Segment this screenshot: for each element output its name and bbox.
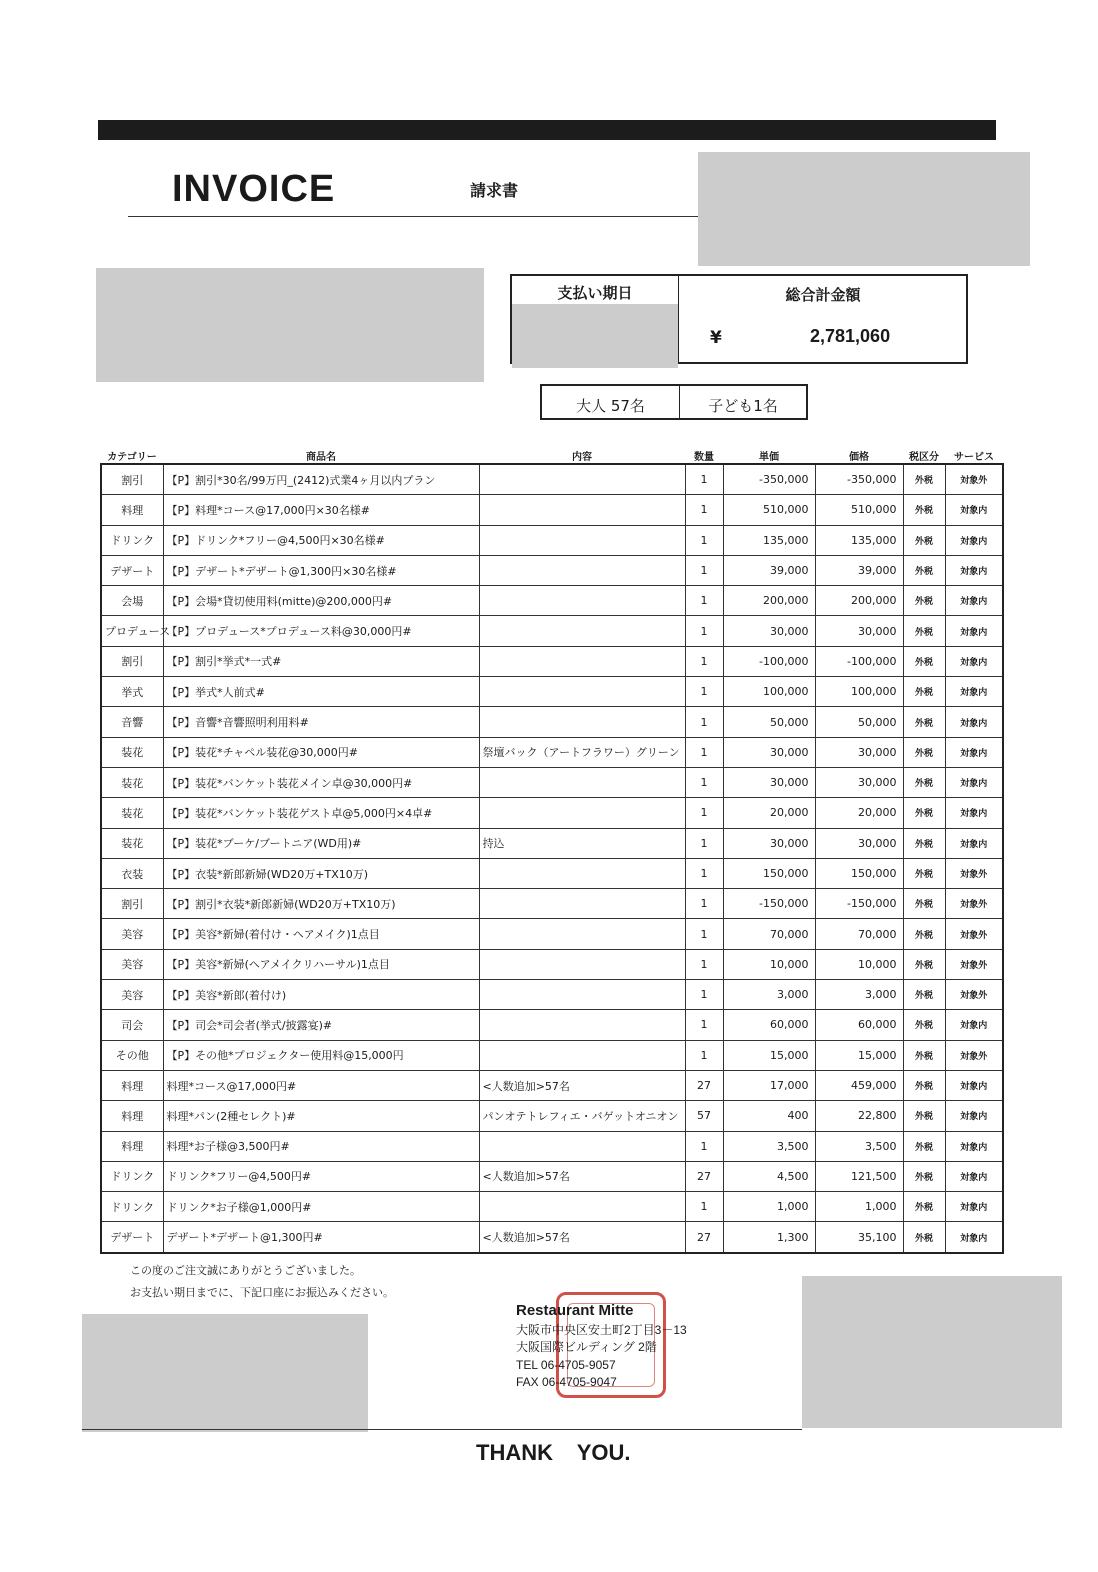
row-item-name: 【P】料理*コース@17,000円×30名様# xyxy=(163,495,479,525)
row-tax-type: 外税 xyxy=(903,858,945,888)
row-unit-price: 400 xyxy=(723,1101,815,1131)
row-service: 対象外 xyxy=(945,889,1003,919)
row-detail xyxy=(479,1192,685,1222)
row-quantity: 1 xyxy=(685,707,723,737)
restaurant-info xyxy=(516,1300,687,1391)
row-tax-type: 外税 xyxy=(903,737,945,767)
row-tax-type: 外税 xyxy=(903,464,945,495)
row-detail xyxy=(479,1010,685,1040)
row-price: 459,000 xyxy=(815,1070,903,1100)
row-price: 135,000 xyxy=(815,525,903,555)
row-quantity: 27 xyxy=(685,1161,723,1191)
row-detail xyxy=(479,1040,685,1070)
row-category: 美容 xyxy=(101,949,163,979)
table-row xyxy=(101,1010,1003,1040)
column-header: 内容 xyxy=(572,452,592,463)
row-item-name: 【P】美容*新婦(ヘアメイクリハーサル)1点目 xyxy=(163,949,479,979)
column-header: 税区分 xyxy=(909,452,939,463)
thank-you-footer: THANK YOU. xyxy=(476,1440,631,1465)
row-category: 衣装 xyxy=(101,858,163,888)
table-row xyxy=(101,767,1003,797)
row-price: 10,000 xyxy=(815,949,903,979)
row-price: 30,000 xyxy=(815,616,903,646)
due-date-label: 支払い期日 xyxy=(557,284,633,302)
row-price: 35,100 xyxy=(815,1222,903,1253)
column-header: カテゴリー xyxy=(107,452,157,463)
row-detail xyxy=(479,586,685,616)
row-price: 30,000 xyxy=(815,737,903,767)
row-quantity: 1 xyxy=(685,1192,723,1222)
row-category: 装花 xyxy=(101,798,163,828)
row-category: 料理 xyxy=(101,1101,163,1131)
row-tax-type: 外税 xyxy=(903,586,945,616)
row-item-name: 【P】装花*バンケット装花ゲスト卓@5,000円×4卓# xyxy=(163,798,479,828)
table-row xyxy=(101,858,1003,888)
row-price: 3,000 xyxy=(815,980,903,1010)
row-item-name: 【P】美容*新婦(着付け・ヘアメイク)1点目 xyxy=(163,919,479,949)
row-quantity: 1 xyxy=(685,1131,723,1161)
row-service: 対象内 xyxy=(945,1010,1003,1040)
row-quantity: 1 xyxy=(685,919,723,949)
table-row xyxy=(101,707,1003,737)
row-tax-type: 外税 xyxy=(903,767,945,797)
row-service: 対象内 xyxy=(945,1222,1003,1253)
row-detail xyxy=(479,1131,685,1161)
row-tax-type: 外税 xyxy=(903,919,945,949)
row-item-name: 【P】装花*チャペル装花@30,000円# xyxy=(163,737,479,767)
row-unit-price: 39,000 xyxy=(723,555,815,585)
currency-symbol: ¥ xyxy=(710,328,722,348)
row-price: -350,000 xyxy=(815,464,903,495)
row-category: 司会 xyxy=(101,1010,163,1040)
row-detail xyxy=(479,798,685,828)
row-service: 対象外 xyxy=(945,919,1003,949)
row-service: 対象内 xyxy=(945,616,1003,646)
total-amount-label: 総合計金額 xyxy=(785,286,861,304)
invoice-subtitle: 請求書 xyxy=(470,181,519,200)
row-unit-price: 1,300 xyxy=(723,1222,815,1253)
table-row xyxy=(101,1070,1003,1100)
footer-rule xyxy=(82,1429,802,1430)
row-item-name: 【P】美容*新郎(着付け) xyxy=(163,980,479,1010)
thank-you-note: この度のご注文誠にありがとうございました。 xyxy=(130,1264,361,1277)
row-item-name: 【P】司会*司会者(挙式/披露宴)# xyxy=(163,1010,479,1040)
table-row xyxy=(101,1222,1003,1253)
row-unit-price: 3,500 xyxy=(723,1131,815,1161)
row-unit-price: 135,000 xyxy=(723,525,815,555)
row-category: デザート xyxy=(101,555,163,585)
row-category: 料理 xyxy=(101,1070,163,1100)
table-row xyxy=(101,555,1003,585)
row-quantity: 1 xyxy=(685,1010,723,1040)
row-service: 対象内 xyxy=(945,555,1003,585)
row-quantity: 1 xyxy=(685,525,723,555)
row-unit-price: -350,000 xyxy=(723,464,815,495)
row-unit-price: 1,000 xyxy=(723,1192,815,1222)
row-item-name: 【P】デザート*デザート@1,300円×30名様# xyxy=(163,555,479,585)
row-detail xyxy=(479,707,685,737)
row-item-name: 【P】割引*衣装*新郎新婦(WD20万+TX10万) xyxy=(163,889,479,919)
row-quantity: 1 xyxy=(685,677,723,707)
row-tax-type: 外税 xyxy=(903,646,945,676)
row-category: プロデュース xyxy=(101,616,163,646)
row-unit-price: 30,000 xyxy=(723,616,815,646)
row-tax-type: 外税 xyxy=(903,555,945,585)
table-row xyxy=(101,616,1003,646)
row-service: 対象内 xyxy=(945,1192,1003,1222)
row-quantity: 1 xyxy=(685,949,723,979)
row-service: 対象内 xyxy=(945,1070,1003,1100)
redacted-block xyxy=(82,1314,368,1432)
row-item-name: デザート*デザート@1,300円# xyxy=(163,1222,479,1253)
row-category: 装花 xyxy=(101,828,163,858)
row-price: 100,000 xyxy=(815,677,903,707)
row-price: 15,000 xyxy=(815,1040,903,1070)
row-price: 510,000 xyxy=(815,495,903,525)
row-service: 対象内 xyxy=(945,525,1003,555)
table-row xyxy=(101,919,1003,949)
row-tax-type: 外税 xyxy=(903,1222,945,1253)
row-tax-type: 外税 xyxy=(903,707,945,737)
row-service: 対象外 xyxy=(945,1040,1003,1070)
row-detail xyxy=(479,646,685,676)
child-count: 子ども1名 xyxy=(708,397,778,415)
table-row xyxy=(101,525,1003,555)
row-price: 200,000 xyxy=(815,586,903,616)
row-service: 対象内 xyxy=(945,767,1003,797)
row-tax-type: 外税 xyxy=(903,980,945,1010)
column-header: 商品名 xyxy=(306,452,336,463)
row-unit-price: 60,000 xyxy=(723,1010,815,1040)
table-row xyxy=(101,1161,1003,1191)
row-detail xyxy=(479,767,685,797)
row-price: -100,000 xyxy=(815,646,903,676)
row-service: 対象内 xyxy=(945,737,1003,767)
row-category: 割引 xyxy=(101,889,163,919)
row-item-name: 【P】装花*ブーケ/ブートニア(WD用)# xyxy=(163,828,479,858)
row-unit-price: 510,000 xyxy=(723,495,815,525)
row-price: 60,000 xyxy=(815,1010,903,1040)
row-category: 装花 xyxy=(101,737,163,767)
row-item-name: 【P】衣装*新郎新婦(WD20万+TX10万) xyxy=(163,858,479,888)
guest-count-box xyxy=(540,384,808,420)
row-item-name: 料理*お子様@3,500円# xyxy=(163,1131,479,1161)
row-detail xyxy=(479,495,685,525)
column-header: 価格 xyxy=(849,452,869,463)
row-category: ドリンク xyxy=(101,525,163,555)
row-detail: <人数追加>57名 xyxy=(479,1070,685,1100)
header-bar xyxy=(98,120,996,140)
row-service: 対象内 xyxy=(945,707,1003,737)
row-price: 22,800 xyxy=(815,1101,903,1131)
row-tax-type: 外税 xyxy=(903,1070,945,1100)
row-service: 対象内 xyxy=(945,798,1003,828)
table-row xyxy=(101,1192,1003,1222)
row-detail xyxy=(479,525,685,555)
row-service: 対象内 xyxy=(945,586,1003,616)
table-row xyxy=(101,1101,1003,1131)
restaurant-name: Restaurant Mitte xyxy=(516,1302,634,1319)
redacted-block xyxy=(802,1276,1062,1428)
total-amount: 2,781,060 xyxy=(810,326,891,346)
row-item-name: ドリンク*フリー@4,500円# xyxy=(163,1161,479,1191)
table-row xyxy=(101,980,1003,1010)
row-category: 料理 xyxy=(101,1131,163,1161)
row-detail: 祭壇バック（アートフラワー）グリーン xyxy=(479,737,685,767)
row-service: 対象内 xyxy=(945,677,1003,707)
row-item-name: ドリンク*お子様@1,000円# xyxy=(163,1192,479,1222)
row-item-name: 料理*パン(2種セレクト)# xyxy=(163,1101,479,1131)
adult-count: 大人 57名 xyxy=(576,397,645,415)
row-item-name: 【P】割引*30名/99万円_(2412)式業4ヶ月以内プラン xyxy=(163,464,479,495)
row-tax-type: 外税 xyxy=(903,616,945,646)
row-item-name: 【P】挙式*人前式# xyxy=(163,677,479,707)
invoice-items-table xyxy=(100,448,1004,1254)
row-quantity: 1 xyxy=(685,1040,723,1070)
table-row xyxy=(101,646,1003,676)
row-price: 50,000 xyxy=(815,707,903,737)
row-tax-type: 外税 xyxy=(903,495,945,525)
row-price: 70,000 xyxy=(815,919,903,949)
column-header: サービス xyxy=(954,452,994,463)
row-tax-type: 外税 xyxy=(903,1010,945,1040)
row-unit-price: 30,000 xyxy=(723,767,815,797)
row-tax-type: 外税 xyxy=(903,828,945,858)
row-item-name: 【P】プロデュース*プロデュース料@30,000円# xyxy=(163,616,479,646)
table-row xyxy=(101,737,1003,767)
row-unit-price: 30,000 xyxy=(723,828,815,858)
row-quantity: 1 xyxy=(685,646,723,676)
row-category: 装花 xyxy=(101,767,163,797)
row-service: 対象外 xyxy=(945,464,1003,495)
table-row xyxy=(101,798,1003,828)
table-row xyxy=(101,495,1003,525)
row-category: 音響 xyxy=(101,707,163,737)
row-item-name: 【P】その他*プロジェクター使用料@15,000円 xyxy=(163,1040,479,1070)
table-row xyxy=(101,949,1003,979)
row-item-name: 【P】ドリンク*フリー@4,500円×30名様# xyxy=(163,525,479,555)
row-detail xyxy=(479,464,685,495)
row-price: 121,500 xyxy=(815,1161,903,1191)
row-unit-price: 4,500 xyxy=(723,1161,815,1191)
row-price: 20,000 xyxy=(815,798,903,828)
row-unit-price: 70,000 xyxy=(723,919,815,949)
row-quantity: 57 xyxy=(685,1101,723,1131)
row-detail xyxy=(479,889,685,919)
row-service: 対象外 xyxy=(945,858,1003,888)
row-service: 対象内 xyxy=(945,828,1003,858)
row-tax-type: 外税 xyxy=(903,525,945,555)
row-detail xyxy=(479,858,685,888)
row-category: 料理 xyxy=(101,495,163,525)
row-unit-price: -100,000 xyxy=(723,646,815,676)
row-category: 挙式 xyxy=(101,677,163,707)
restaurant-address-1: 大阪市中央区安土町2丁目3－13 xyxy=(516,1322,687,1337)
row-detail xyxy=(479,677,685,707)
restaurant-address-2: 大阪国際ビルディング 2階 xyxy=(516,1340,657,1355)
row-service: 対象内 xyxy=(945,1101,1003,1131)
table-row xyxy=(101,1040,1003,1070)
row-item-name: 料理*コース@17,000円# xyxy=(163,1070,479,1100)
row-quantity: 1 xyxy=(685,798,723,828)
row-detail xyxy=(479,949,685,979)
row-quantity: 1 xyxy=(685,889,723,919)
row-unit-price: 15,000 xyxy=(723,1040,815,1070)
redacted-block xyxy=(96,268,484,382)
payment-instruction-note: お支払い期日までに、下記口座にお振込みください。 xyxy=(130,1286,394,1299)
row-detail: <人数追加>57名 xyxy=(479,1161,685,1191)
row-detail xyxy=(479,980,685,1010)
row-unit-price: 200,000 xyxy=(723,586,815,616)
row-quantity: 1 xyxy=(685,858,723,888)
title-underline xyxy=(128,216,698,217)
row-unit-price: 3,000 xyxy=(723,980,815,1010)
row-detail xyxy=(479,919,685,949)
row-tax-type: 外税 xyxy=(903,949,945,979)
row-quantity: 1 xyxy=(685,464,723,495)
row-category: ドリンク xyxy=(101,1192,163,1222)
column-header: 数量 xyxy=(694,452,714,463)
row-category: 美容 xyxy=(101,980,163,1010)
row-tax-type: 外税 xyxy=(903,1161,945,1191)
row-quantity: 1 xyxy=(685,828,723,858)
row-quantity: 1 xyxy=(685,767,723,797)
row-quantity: 1 xyxy=(685,555,723,585)
redacted-block xyxy=(698,152,1030,266)
row-tax-type: 外税 xyxy=(903,798,945,828)
invoice-title: INVOICE xyxy=(172,168,336,210)
row-category: 美容 xyxy=(101,919,163,949)
row-quantity: 27 xyxy=(685,1070,723,1100)
row-quantity: 1 xyxy=(685,980,723,1010)
restaurant-tel: TEL 06-4705-9057 xyxy=(516,1357,616,1372)
row-unit-price: 20,000 xyxy=(723,798,815,828)
row-tax-type: 外税 xyxy=(903,889,945,919)
row-unit-price: 17,000 xyxy=(723,1070,815,1100)
row-detail: <人数追加>57名 xyxy=(479,1222,685,1253)
row-quantity: 1 xyxy=(685,586,723,616)
row-unit-price: 150,000 xyxy=(723,858,815,888)
row-quantity: 27 xyxy=(685,1222,723,1253)
row-service: 対象内 xyxy=(945,646,1003,676)
row-item-name: 【P】会場*貸切使用料(mitte)@200,000円# xyxy=(163,586,479,616)
row-category: 割引 xyxy=(101,646,163,676)
row-unit-price: 100,000 xyxy=(723,677,815,707)
row-price: 39,000 xyxy=(815,555,903,585)
row-item-name: 【P】割引*挙式*一式# xyxy=(163,646,479,676)
row-service: 対象外 xyxy=(945,949,1003,979)
row-category: 割引 xyxy=(101,464,163,495)
row-category: デザート xyxy=(101,1222,163,1253)
table-row xyxy=(101,889,1003,919)
row-tax-type: 外税 xyxy=(903,1101,945,1131)
row-service: 対象外 xyxy=(945,980,1003,1010)
row-tax-type: 外税 xyxy=(903,1131,945,1161)
restaurant-fax: FAX 06-4705-9047 xyxy=(516,1374,617,1389)
table-row xyxy=(101,1131,1003,1161)
row-category: その他 xyxy=(101,1040,163,1070)
row-tax-type: 外税 xyxy=(903,677,945,707)
row-quantity: 1 xyxy=(685,616,723,646)
row-price: 150,000 xyxy=(815,858,903,888)
row-item-name: 【P】音響*音響照明利用料# xyxy=(163,707,479,737)
row-category: 会場 xyxy=(101,586,163,616)
row-price: 1,000 xyxy=(815,1192,903,1222)
row-price: 30,000 xyxy=(815,828,903,858)
row-item-name: 【P】装花*バンケット装花メイン卓@30,000円# xyxy=(163,767,479,797)
row-unit-price: 30,000 xyxy=(723,737,815,767)
column-header: 単価 xyxy=(759,452,779,463)
table-row xyxy=(101,828,1003,858)
row-detail: 持込 xyxy=(479,828,685,858)
table-row xyxy=(101,677,1003,707)
row-quantity: 1 xyxy=(685,495,723,525)
row-detail xyxy=(479,616,685,646)
row-service: 対象内 xyxy=(945,1131,1003,1161)
row-unit-price: -150,000 xyxy=(723,889,815,919)
row-unit-price: 50,000 xyxy=(723,707,815,737)
row-quantity: 1 xyxy=(685,737,723,767)
redacted-due-date xyxy=(512,304,678,368)
table-header-row xyxy=(101,448,1003,464)
row-detail: パンオテトレフィエ・バゲットオニオン xyxy=(479,1101,685,1131)
row-price: -150,000 xyxy=(815,889,903,919)
table-row xyxy=(101,586,1003,616)
row-tax-type: 外税 xyxy=(903,1040,945,1070)
row-service: 対象内 xyxy=(945,495,1003,525)
row-category: ドリンク xyxy=(101,1161,163,1191)
row-price: 3,500 xyxy=(815,1131,903,1161)
row-price: 30,000 xyxy=(815,767,903,797)
row-detail xyxy=(479,555,685,585)
row-service: 対象内 xyxy=(945,1161,1003,1191)
table-row xyxy=(101,464,1003,495)
row-tax-type: 外税 xyxy=(903,1192,945,1222)
row-unit-price: 10,000 xyxy=(723,949,815,979)
